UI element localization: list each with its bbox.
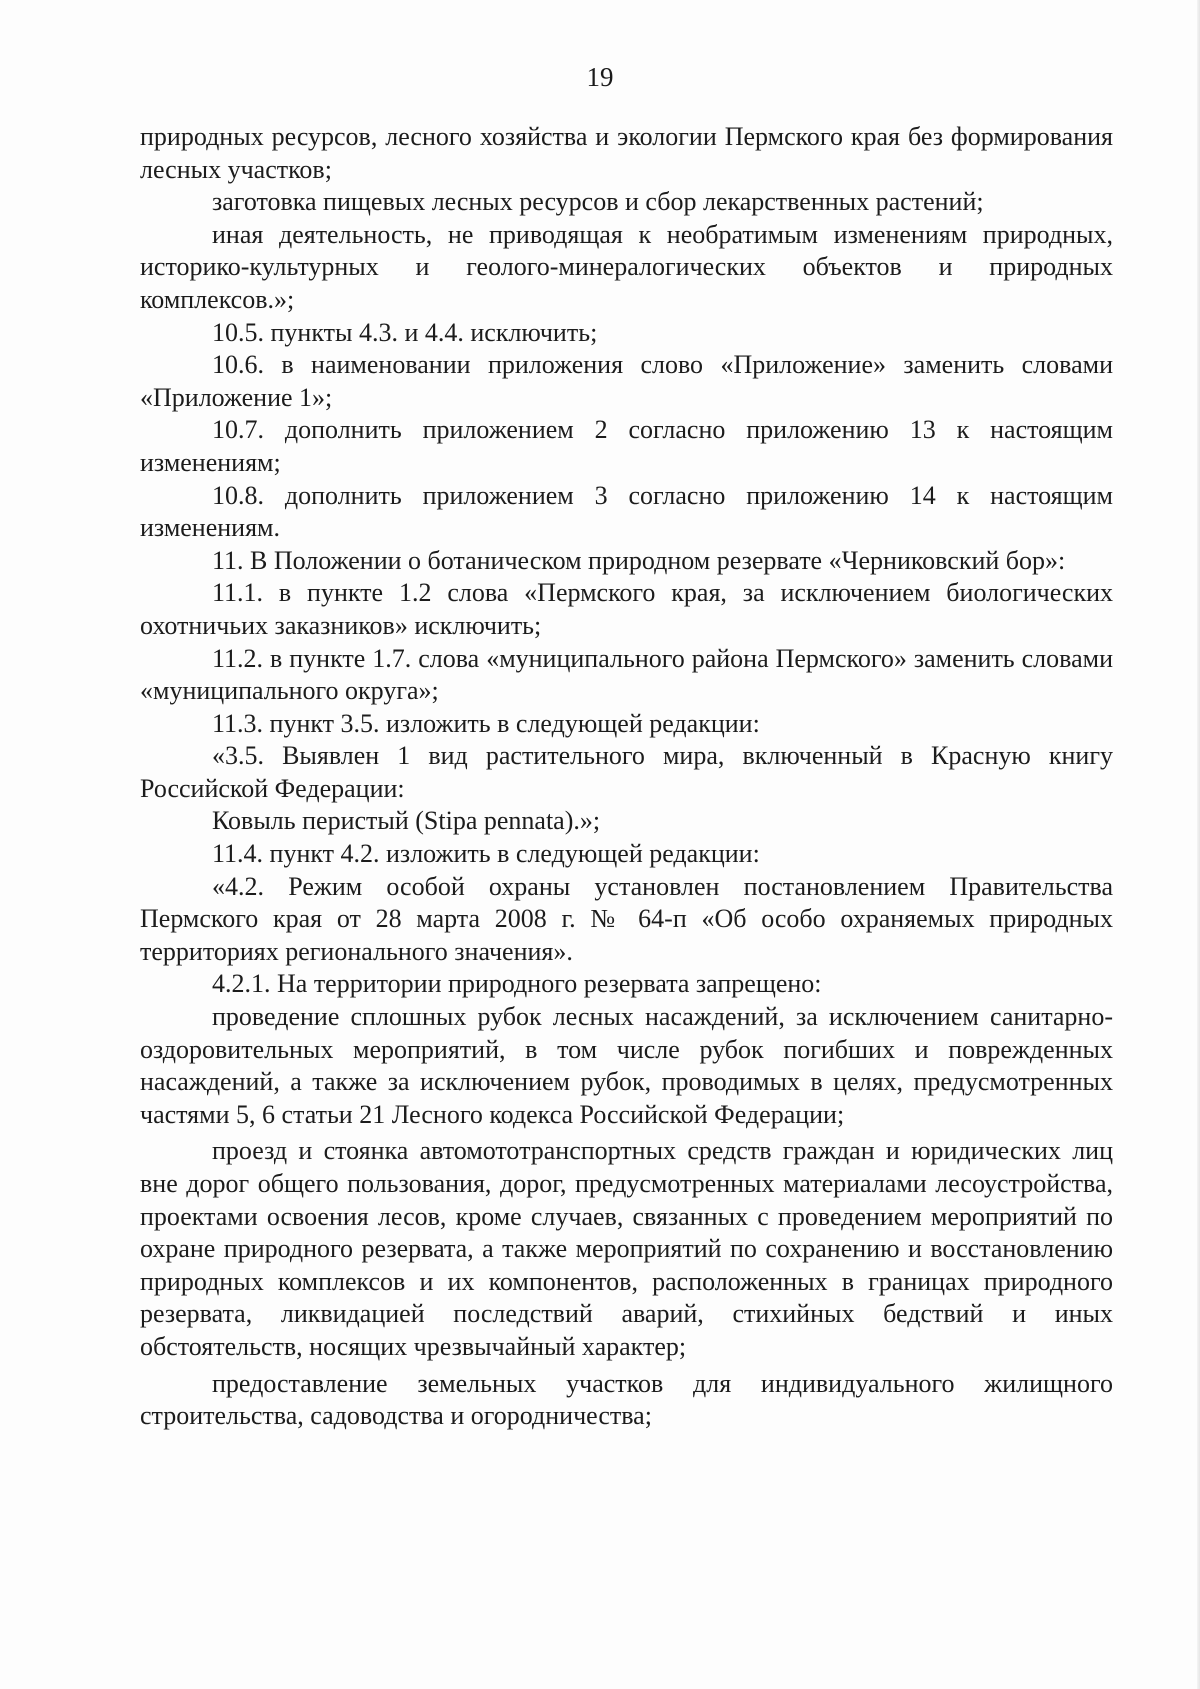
paragraph: 11.3. пункт 3.5. изложить в следующей редакции: — [212, 708, 760, 738]
paragraph: 4.2.1. На территории природного резервата запрещено: — [212, 969, 822, 999]
paragraph: 10.5. пункты 4.3. и 4.4. исключить; — [212, 317, 598, 347]
paragraph: «3.5. Выявлен 1 вид растительного мира, включенный в Красную книгу Российской Федерации: — [140, 741, 1113, 803]
page-number: 19 — [586, 62, 614, 92]
paragraph: 11. В Положении о ботаническом природном резервате «Черниковский бор»: — [212, 545, 1066, 575]
paragraph: предоставление земельных участков для индивидуального жилищного строительства, садоводства и огородничества; — [140, 1368, 1113, 1431]
paragraph: Ковыль перистый (Stipa pennata).»; — [212, 806, 601, 836]
paragraph: 11.4. пункт 4.2. изложить в следующей редакции: — [212, 839, 760, 869]
paragraph: 11.1. в пункте 1.2 слова «Пермского края, за исключением биологических охотничьих заказников» исключить; — [140, 578, 1113, 640]
paragraph: проведение сплошных рубок лесных насаждений, за исключением санитарно-оздоровительных мероприятий, в том числе рубок погибших и поврежденных насаждений, а также за исключением рубок, проводимых в целях, предусмотренных частями 5, 6 статьи 21 Лесного кодекса Российской Федерации; — [140, 1002, 1113, 1129]
paragraph: 10.7. дополнить приложением 2 согласно приложению 13 к настоящим изменениям; — [140, 415, 1113, 477]
paragraph: иная деятельность, не приводящая к необратимым изменениям природных, историко-культурных и геолого-минералогических объектов и природных комплексов.»; — [140, 219, 1113, 314]
paragraph: 10.8. дополнить приложением 3 согласно приложению 14 к настоящим изменениям. — [140, 480, 1113, 543]
paragraph: заготовка пищевых лесных ресурсов и сбор лекарственных растений; — [212, 187, 984, 217]
paragraph: 10.6. в наименовании приложения слово «Приложение» заменить словами «Приложение 1»; — [140, 350, 1113, 412]
paragraph: проезд и стоянка автомототранспортных средств граждан и юридических лиц вне дорог общего пользования, дорог, предусмотренных материалами лесоустройства, проектами освоения лесов, кроме случаев, связанных с проведением мероприятий по охране природного резервата, а также мероприятий по сохранению и восстановлению природных комплексов и их компонентов, расположенных в границах природного резервата, ликвидацией последствий аварий, стихийных бедствий и иных обстоятельств, носящих чрезвычайный характер; — [140, 1136, 1113, 1361]
paragraph: «4.2. Режим особой охраны установлен постановлением Правительства Пермского края от 28 марта 2008 г. № 64-п «Об особо охраняемых природных территориях регионального значения». — [140, 871, 1113, 966]
document-body — [140, 121, 1113, 1433]
paragraph: природных ресурсов, лесного хозяйства и экологии Пермского края без формирования лесных участков; — [140, 122, 1113, 184]
paragraph: 11.2. в пункте 1.7. слова «муниципального района Пермского» заменить словами «муниципального округа»; — [140, 643, 1113, 706]
